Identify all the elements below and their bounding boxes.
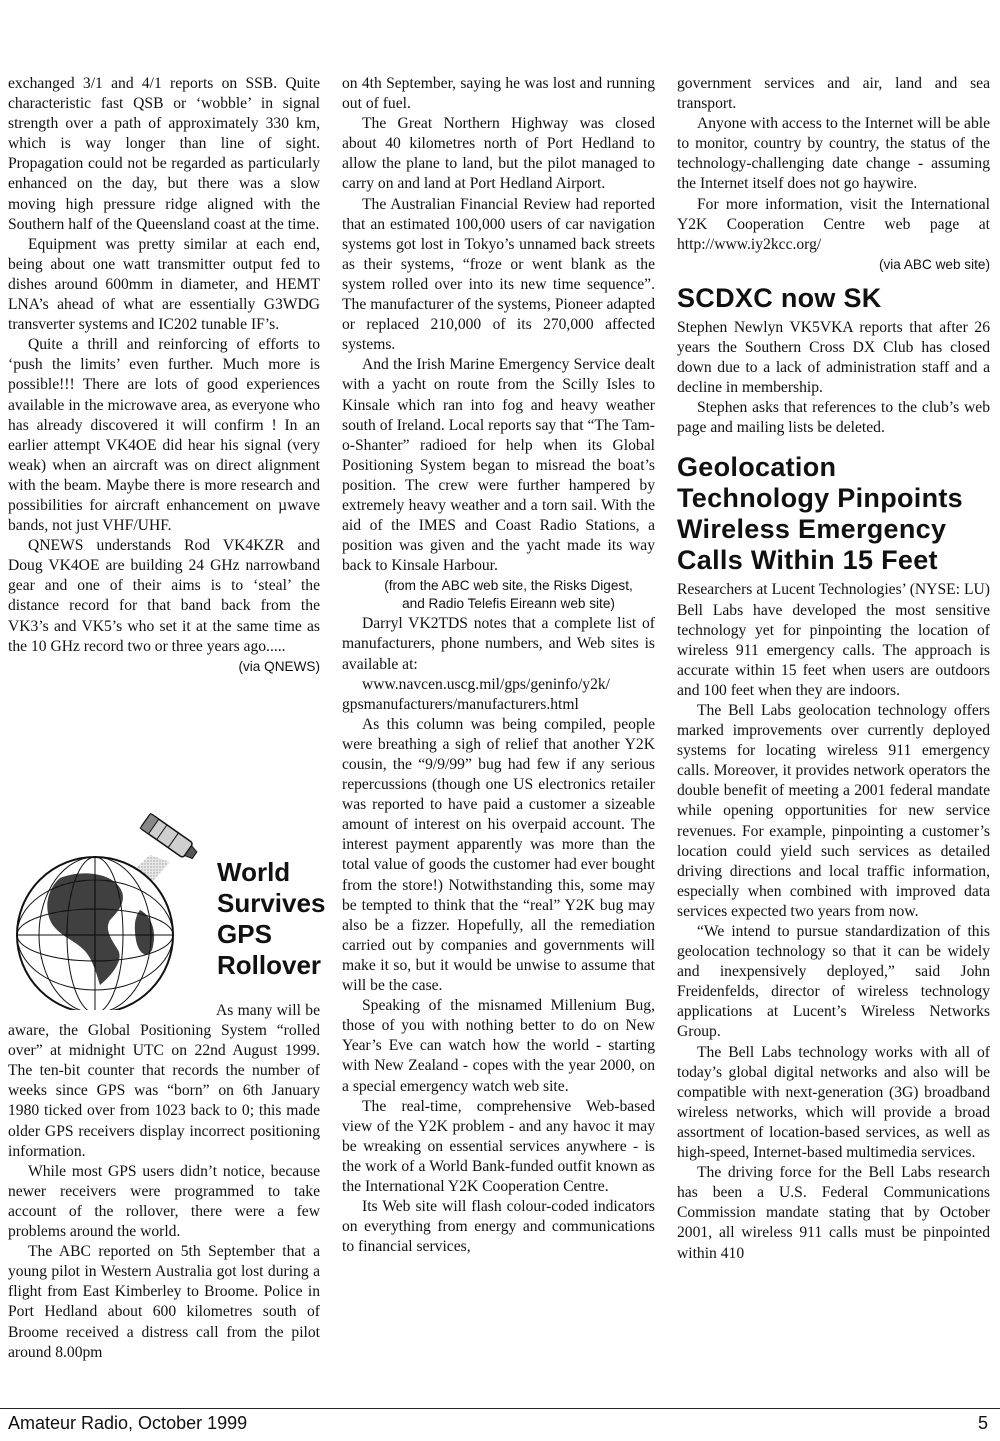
source-credit: (via QNEWS): [238, 658, 320, 674]
paragraph: government services and air, land and sea transport.: [677, 75, 990, 113]
title-line: GPS: [217, 919, 272, 949]
paragraph: Speaking of the misnamed Millenium Bug, those of you with nothing better to do on New Year’s Eve can watch how the world - starting with New Zealand - copes with the year 2000, on a special emergency watch web site.: [342, 997, 655, 1095]
paragraph: As this column was being compiled, people were breathing a sigh of relief that another Y2K cousin, the “9/9/99” bug had few if any serious repercussions (though one US electronics retailer was reported to have paid a customer a sizeable amount of interest on his overpaid account. The interest payment apparently was more than the total value of goods the customer had ever bought from the store!) Notwithstanding this, some may be tempted to think that the “real” Y2K bug may also be a fizzer. Hopefully, all the remediation carried out by companies and governments will make it so, but it would be unwise to assume that will be the case.: [342, 715, 655, 995]
paragraph: Anyone with access to the Internet will be able to monitor, country by country, the status of the technology-challenging date change - assuming the Internet itself does not go haywire.: [677, 115, 990, 193]
paragraph: Stephen asks that references to the club’s web page and mailing lists be deleted.: [677, 399, 990, 437]
paragraph: While most GPS users didn’t notice, because newer receivers were programmed to take account of the rollover, there were a few problems around the world.: [8, 1162, 320, 1241]
paragraph: And the Irish Marine Emergency Service dealt with a yacht on route from the Scilly Isles to Kinsale which ran into fog and heavy weather south of Ireland. Local reports say that “The Tam-o-Shanter” radioed for help when its Global Positioning System began to misread the boat’s position. The crew were further hampered by extremely heavy weather and a torn sail. With the aid of the IMES and Coast Radio Stations, a position was given and the yacht made its way back to Kinsale Harbour.: [342, 356, 655, 575]
paragraph: Stephen Newlyn VK5VKA reports that after 26 years the Southern Cross DX Club has closed down due to a lack of administration staff and a decline in membership.: [677, 318, 990, 397]
title-line: Survives: [217, 888, 326, 918]
paragraph: Quite a thrill and reinforcing of efforts to ‘push the limits’ even further. Much more is possible!!! There are lots of good experiences available in the microwave area, as everyone who has already discovered it will confirm ! In an earlier attempt VK4OE did hear his signal (very weak) when an aircraft was on direct alignment with the beam. Maybe there is more research and possibilities for aircraft enhancement on µwave bands, not just VHF/UHF.: [8, 336, 320, 535]
scdxc-title: SCDXC now SK: [677, 282, 882, 313]
paragraph: exchanged 3/1 and 4/1 reports on SSB. Quite characteristic fast QSB or ‘wobble’ in signal strength over a path of approximately 330 km, which is way longer than line of sight. Propagation could not be regarded as particularly enhanced on the day, but there was a slow moving high pressure ridge aligned with the Southern half of the Queensland coast at the time.: [8, 75, 320, 233]
column-3: [677, 74, 990, 1264]
paragraph: The ABC reported on 5th September that a young pilot in Western Australia got lost during a flight from East Kimberley to Broome. Police in Port Hedland about 600 kilometres south of Broome received a distress call from the pilot around 8.00pm: [8, 1243, 320, 1361]
paragraph: QNEWS understands Rod VK4KZR and Doug VK4OE are building 24 GHz narrowband gear and one of their aims is to ‘steal’ the distance record for that band back from the VK3’s and VK5’s who set it at the same time as the 10 GHz record two or three years ago.....: [8, 537, 320, 655]
geolocation-title: Geolocation Technology Pinpoints Wireless Emergency Calls Within 15 Feet: [677, 452, 963, 576]
satellite-globe-icon: [0, 800, 215, 1010]
world-survives-body: [8, 1001, 320, 1363]
paragraph: As many will be aware, the Global Positioning System “rolled over” at midnight UTC on 22nd August 1999. The ten-bit counter that records the number of weeks since GPS was “born” on 6th January 1980 ticked over from 1023 back to 0; this made older GPS receivers display incorrect positioning information.: [8, 1002, 320, 1160]
paragraph: For more information, visit the International Y2K Cooperation Centre web page at http://www.iy2kcc.org/: [677, 195, 990, 253]
url-text: www.navcen.uscg.mil/gps/geninfo/y2k/ gpsmanufacturers/manufacturers.html: [342, 675, 611, 713]
paragraph: The Bell Labs geolocation technology offers marked improvements over currently deployed systems for locating wireless 911 emergency calls. Moreover, it provides network operators the double benefit of meeting a 2001 federal mandate while opening opportunities for new service revenues. For example, pinpointing a customer’s location could yield such services as detailed driving directions and local traffic information, especially when combined with improved data services expected two years from now.: [677, 701, 990, 920]
source-credit: (from the ABC web site, the Risks Digest,: [384, 578, 633, 594]
paragraph: The driving force for the Bell Labs research has been a U.S. Federal Communications Commission mandate stating that by October 2001, all wireless 911 calls must be pinpointed within 410: [677, 1164, 990, 1262]
title-line: World: [217, 857, 291, 887]
column-1: [8, 74, 320, 677]
source-credit: (via ABC web site): [878, 256, 990, 272]
footer-publication: Amateur Radio, October 1999: [8, 1413, 248, 1433]
title-line: Rollover: [217, 950, 322, 980]
page-number: 5: [977, 1413, 988, 1433]
world-survives-title: [217, 857, 327, 981]
paragraph: The Australian Financial Review had reported that an estimated 100,000 users of car navigation systems got lost in Tokyo’s unnamed back streets as their systems, “froze or went blank as the system rolled over into its new time sequence”. The manufacturer of the systems, Pioneer adapted or replaced 210,000 of its 270,000 affected systems.: [342, 195, 655, 354]
paragraph: Equipment was pretty similar at each end, being about one watt transmitter output fed to dishes around 600mm in diameter, and HEMT LNA’s ahead of what are essentially G3WDG transverter systems and IC202 tunable IF’s.: [8, 235, 320, 334]
source-credit: and Radio Telefis Eireann web site): [402, 596, 615, 612]
footer-rule: [0, 1408, 1000, 1409]
paragraph: Darryl VK2TDS notes that a complete list of manufacturers, phone numbers, and Web sites is available at:: [342, 615, 655, 673]
paragraph: The Bell Labs technology works with all of today’s global digital networks and also will be compatible with next-generation (3G) broadband wireless networks, which will provide a broad assortment of location-based services, as well as high-speed, Internet-based multimedia services.: [677, 1043, 990, 1162]
paragraph: The real-time, comprehensive Web-based view of the Y2K problem - and any havoc it may be wreaking on essential services anywhere - is the work of a World Bank-funded outfit known as the International Y2K Cooperation Centre.: [342, 1097, 655, 1195]
column-2: [342, 74, 655, 1257]
paragraph: on 4th September, saying he was lost and running out of fuel.: [342, 75, 655, 113]
paragraph: “We intend to pursue standardization of this geolocation technology so that it can be widely and inexpensively deployed,” said John Freidenfelds, director of wireless technology applications at Lucent’s Wireless Networks Group.: [677, 923, 990, 1041]
paragraph: Researchers at Lucent Technologies’ (NYSE: LU) Bell Labs have developed the most sensitive technology yet for pinpointing the location of wireless 911 emergency calls. The approach is accurate within 15 feet when users are outdoors and 100 feet when they are indoors.: [677, 581, 990, 699]
paragraph: The Great Northern Highway was closed about 40 kilometres north of Port Hedland to allow the plane to land, but the pilot managed to carry on and land at Port Hedland Airport.: [342, 115, 655, 193]
paragraph: Its Web site will flash colour-coded indicators on everything from energy and communications to financial services,: [342, 1198, 655, 1256]
